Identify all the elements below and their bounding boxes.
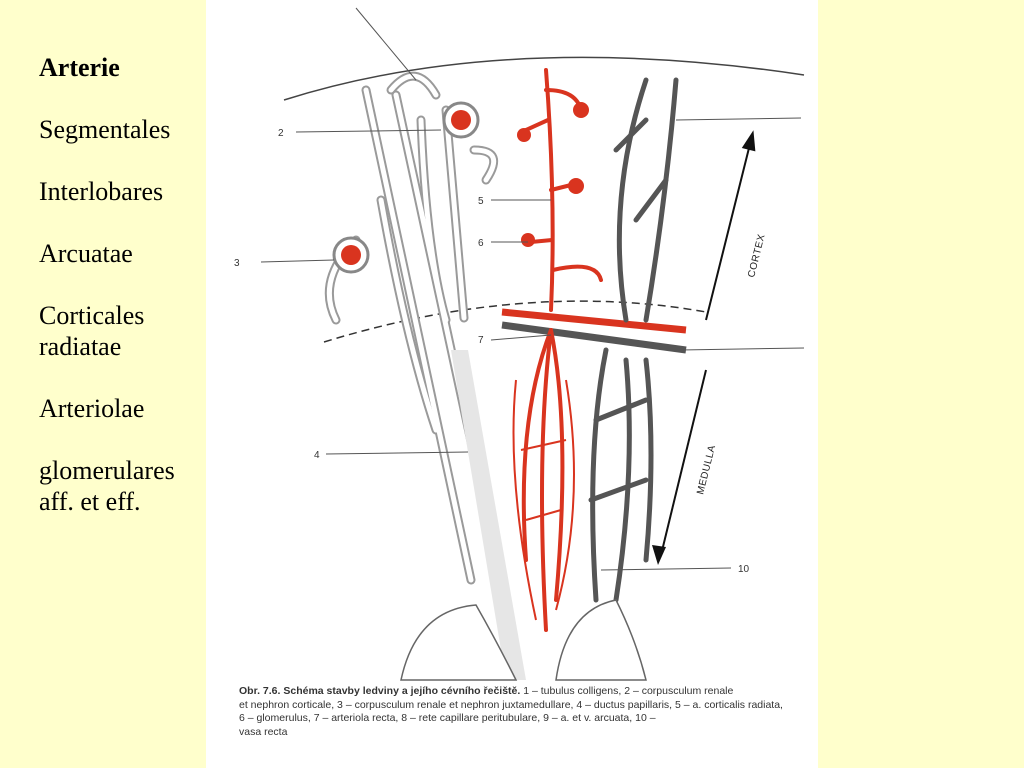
medulla-arrow — [661, 370, 706, 555]
cortex-arrow — [706, 140, 751, 320]
list-item-interlobares: Interlobares — [39, 177, 164, 206]
list-item-arcuatae: Arcuatae — [39, 239, 133, 268]
caption-line-4: vasa recta — [239, 725, 288, 738]
caption-line-1: 1 – tubulus colligens, 2 – corpusculum renale — [520, 685, 734, 697]
label-7: 7 — [478, 335, 484, 346]
medulla-label: MEDULLA — [695, 443, 719, 496]
figure-caption — [239, 685, 819, 739]
label-3: 3 — [234, 258, 240, 269]
list-item-aff-et-eff: aff. et eff. — [39, 487, 141, 516]
label-10: 10 — [738, 564, 750, 575]
label-2: 2 — [278, 128, 284, 139]
label-4: 4 — [314, 450, 320, 461]
left-list — [39, 52, 209, 548]
label-lines — [261, 8, 804, 570]
list-item-arteriolae: Arteriolae — [39, 394, 145, 423]
list-title: Arterie — [39, 53, 120, 82]
caption-line-2: et nephron corticale, 3 – corpusculum renale et nephron juxtamedullare, 4 – ductus papillaris, 5 – a. corticalis radiata, — [239, 698, 783, 711]
cortical-radiate-artery — [524, 70, 601, 630]
label-6: 6 — [478, 238, 484, 249]
list-item-glomerulares: glomerulares — [39, 456, 175, 485]
glomerulus-cortical — [444, 103, 478, 137]
cortex-label: CORTEX — [746, 232, 768, 279]
glomerulus-juxtamedullary — [334, 238, 368, 272]
list-item-segmentales: Segmentales — [39, 115, 171, 144]
capsule-line — [284, 57, 804, 100]
papilla-right — [556, 600, 646, 680]
nephron-diagram — [206, 0, 818, 690]
caption-title: Obr. 7.6. Schéma stavby ledviny a jejího cévního řečiště. — [239, 685, 521, 697]
list-item-radiatae: radiatae — [39, 332, 122, 361]
list-item-corticales: Corticales — [39, 301, 145, 330]
kidney-figure — [206, 0, 818, 768]
label-5: 5 — [478, 196, 484, 207]
caption-line-3: 6 – glomerulus, 7 – arteriola recta, 8 – rete capillare peritubulare, 9 – a. et v. arcuata, 10 – — [239, 712, 656, 724]
